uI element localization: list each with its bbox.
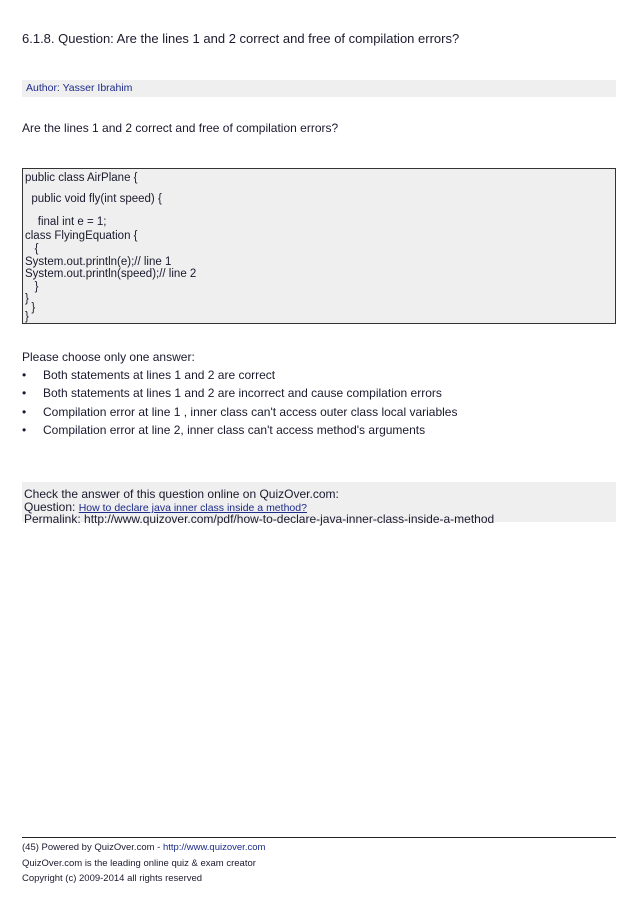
page-title: 6.1.8. Question: Are the lines 1 and 2 correct and free of compilation errors?: [22, 31, 460, 46]
code-line: }: [25, 311, 29, 323]
footer-tagline: QuizOver.com is the leading online quiz & exam creator: [22, 858, 256, 869]
code-block: [22, 168, 616, 324]
question-text: Are the lines 1 and 2 correct and free of compilation errors?: [22, 121, 339, 135]
answer-text: Compilation error at line 1 , inner class can't access outer class local variables: [43, 405, 458, 419]
code-line: }: [25, 293, 29, 305]
permalink-label: Permalink:: [24, 512, 81, 526]
footer-powered: [22, 842, 265, 853]
check-answer-box: [22, 482, 616, 526]
bullet-icon: •: [22, 386, 27, 400]
bullet-icon: •: [22, 405, 27, 419]
bullet-icon: •: [22, 423, 27, 437]
code-line: }: [25, 302, 36, 314]
code-line: System.out.println(e);// line 1: [25, 256, 172, 268]
code-line: {: [25, 243, 39, 255]
code-line: }: [25, 281, 39, 293]
permalink-url[interactable]: http://www.quizover.com/pdf/how-to-declare-java-inner-class-inside-a-method: [84, 512, 495, 526]
code-line: final int e = 1;: [25, 216, 107, 228]
answer-text: Both statements at lines 1 and 2 are correct: [43, 368, 276, 382]
footer-divider: [22, 837, 616, 838]
author-bar: [22, 80, 616, 97]
author-label: Author: Yasser Ibrahim: [26, 82, 133, 94]
permalink-row: [24, 512, 494, 526]
code-line: public void fly(int speed) {: [25, 193, 162, 205]
footer-copyright: Copyright (c) 2009-2014 all rights reserved: [22, 873, 203, 884]
bullet-icon: •: [22, 368, 27, 382]
answer-text: Both statements at lines 1 and 2 are incorrect and cause compilation errors: [43, 386, 442, 400]
quizover-link[interactable]: http://www.quizover.com: [162, 842, 266, 853]
question-link[interactable]: How to declare java inner class inside a method?: [78, 502, 307, 514]
code-line: class FlyingEquation {: [25, 230, 138, 242]
question-label: Question:: [24, 500, 76, 514]
answer-text: Compilation error at line 2, inner class can't access method's arguments: [43, 423, 426, 437]
check-heading: Check the answer of this question online on QuizOver.com:: [24, 487, 339, 501]
code-line: public class AirPlane {: [25, 172, 138, 184]
code-line: System.out.println(speed);// line 2: [25, 268, 197, 280]
answers-heading: Please choose only one answer:: [22, 350, 195, 364]
powered-text: (45) Powered by QuizOver.com -: [22, 842, 163, 853]
